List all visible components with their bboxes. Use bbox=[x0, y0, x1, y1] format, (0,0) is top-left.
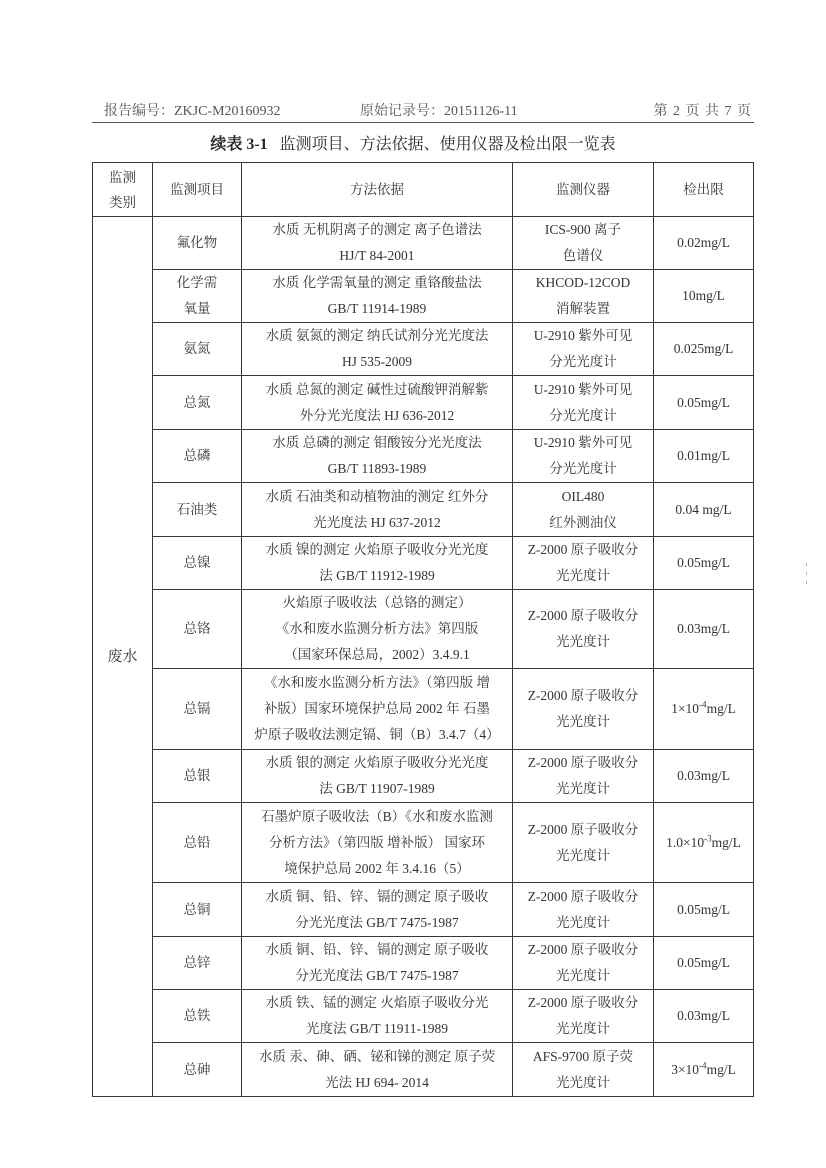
detection-limit-cell: 0.025mg/L bbox=[654, 323, 754, 376]
instrument-cell: U-2910 紫外可见 分光光度计 bbox=[513, 323, 654, 376]
table-row bbox=[93, 669, 754, 750]
table-header-row bbox=[93, 163, 754, 217]
table-row bbox=[93, 323, 754, 376]
detection-limit-cell: 0.01mg/L bbox=[654, 430, 754, 483]
method-cell: 水质 总磷的测定 钼酸铵分光光度法 GB/T 11893-1989 bbox=[242, 430, 513, 483]
item-cell: 总磷 bbox=[153, 430, 242, 483]
table-row bbox=[93, 937, 754, 990]
item-cell: 总铬 bbox=[153, 590, 242, 669]
detection-limit-cell: 0.03mg/L bbox=[654, 750, 754, 803]
detection-limit-cell: 0.05mg/L bbox=[654, 376, 754, 430]
detection-limit-cell: 0.05mg/L bbox=[654, 537, 754, 590]
detection-limit-cell: $1\times 10^{-4}mg/L$ bbox=[654, 669, 754, 750]
method-cell: 水质 石油类和动植物油的测定 红外分 光光度法 HJ 637-2012 bbox=[242, 483, 513, 537]
method-cell: 水质 化学需氧量的测定 重铬酸盐法 GB/T 11914-1989 bbox=[242, 270, 513, 323]
item-cell: 总砷 bbox=[153, 1043, 242, 1097]
page-header bbox=[104, 98, 752, 120]
instrument-cell: Z-2000 原子吸收分 光光度计 bbox=[513, 883, 654, 937]
instrument-cell: Z-2000 原子吸收分 光光度计 bbox=[513, 590, 654, 669]
item-cell: 石油类 bbox=[153, 483, 242, 537]
detection-limit-cell: 0.04 mg/L bbox=[654, 483, 754, 537]
monitoring-methods-table bbox=[92, 162, 754, 1097]
method-cell: 水质 铜、铅、锌、镉的测定 原子吸收 分光光度法 GB/T 7475-1987 bbox=[242, 937, 513, 990]
header-method: 方法依据 bbox=[242, 163, 513, 217]
method-cell: 水质 铜、铅、锌、镉的测定 原子吸收 分光光度法 GB/T 7475-1987 bbox=[242, 883, 513, 937]
header-category: 监测 类别 bbox=[93, 163, 153, 217]
table-row bbox=[93, 270, 754, 323]
item-cell: 总镍 bbox=[153, 537, 242, 590]
item-cell: 总银 bbox=[153, 750, 242, 803]
method-cell: 水质 汞、砷、硒、铋和锑的测定 原子荧 光法 HJ 694- 2014 bbox=[242, 1043, 513, 1097]
header-divider bbox=[92, 122, 754, 123]
item-cell: 氨氮 bbox=[153, 323, 242, 376]
method-cell: 水质 氨氮的测定 纳氏试剂分光光度法 HJ 535-2009 bbox=[242, 323, 513, 376]
method-cell: 水质 镍的测定 火焰原子吸收分光光度 法 GB/T 11912-1989 bbox=[242, 537, 513, 590]
instrument-cell: KHCOD-12COD 消解装置 bbox=[513, 270, 654, 323]
item-cell: 总锌 bbox=[153, 937, 242, 990]
detection-limit-cell: 0.03mg/L bbox=[654, 990, 754, 1043]
method-cell: 水质 铁、锰的测定 火焰原子吸收分光 光度法 GB/T 11911-1989 bbox=[242, 990, 513, 1043]
header-instrument: 监测仪器 bbox=[513, 163, 654, 217]
table-row bbox=[93, 590, 754, 669]
table-row bbox=[93, 803, 754, 883]
item-cell: 总铜 bbox=[153, 883, 242, 937]
record-number: 原始记录号：20151126-11 bbox=[360, 104, 518, 119]
table-row bbox=[93, 430, 754, 483]
scan-marks bbox=[806, 563, 808, 593]
table-title bbox=[0, 131, 826, 154]
method-cell: 水质 无机阴离子的测定 离子色谱法 HJ/T 84-2001 bbox=[242, 217, 513, 270]
table-row bbox=[93, 1043, 754, 1097]
item-cell: 总镉 bbox=[153, 669, 242, 750]
item-cell: 总铁 bbox=[153, 990, 242, 1043]
instrument-cell: U-2910 紫外可见 分光光度计 bbox=[513, 376, 654, 430]
table-row bbox=[93, 990, 754, 1043]
table-row bbox=[93, 483, 754, 537]
detection-limit-cell: 0.05mg/L bbox=[654, 883, 754, 937]
instrument-cell: U-2910 紫外可见 分光光度计 bbox=[513, 430, 654, 483]
detection-limit-cell: 10mg/L bbox=[654, 270, 754, 323]
method-cell: 《水和废水监测分析方法》（第四版 增 补版）国家环境保护总局 2002 年 石墨 炉原子吸收法测定镉、铜（B）3.4.7（4） bbox=[242, 669, 513, 750]
detection-limit-cell: 0.03mg/L bbox=[654, 590, 754, 669]
instrument-cell: Z-2000 原子吸收分 光光度计 bbox=[513, 937, 654, 990]
table-caption: 监测项目、方法依据、使用仪器及检出限一览表 bbox=[279, 136, 616, 153]
instrument-cell: OIL480 红外测油仪 bbox=[513, 483, 654, 537]
method-cell: 水质 银的测定 火焰原子吸收分光光度 法 GB/T 11907-1989 bbox=[242, 750, 513, 803]
table-row bbox=[93, 376, 754, 430]
detection-limit-cell: 0.02mg/L bbox=[654, 217, 754, 270]
report-number: 报告编号：ZKJC-M20160932 bbox=[104, 104, 281, 119]
page-indicator: 第 2 页 共 7 页 bbox=[653, 104, 752, 119]
instrument-cell: Z-2000 原子吸收分 光光度计 bbox=[513, 750, 654, 803]
detection-limit-cell: 0.05mg/L bbox=[654, 937, 754, 990]
instrument-cell: Z-2000 原子吸收分 光光度计 bbox=[513, 669, 654, 750]
instrument-cell: AFS-9700 原子荧 光光度计 bbox=[513, 1043, 654, 1097]
table-row bbox=[93, 537, 754, 590]
header-detection-limit: 检出限 bbox=[654, 163, 754, 217]
instrument-cell: Z-2000 原子吸收分 光光度计 bbox=[513, 990, 654, 1043]
item-cell: 化学需 氧量 bbox=[153, 270, 242, 323]
item-cell: 氟化物 bbox=[153, 217, 242, 270]
detection-limit-cell: $3\times 10^{-4}mg/L$ bbox=[654, 1043, 754, 1097]
instrument-cell: Z-2000 原子吸收分 光光度计 bbox=[513, 537, 654, 590]
table-row bbox=[93, 750, 754, 803]
method-cell: 火焰原子吸收法（总铬的测定） 《水和废水监测分析方法》第四版 （国家环保总局，2002）3.4.9.1 bbox=[242, 590, 513, 669]
table-number: 续表 3-1 bbox=[210, 136, 268, 153]
item-cell: 总氮 bbox=[153, 376, 242, 430]
method-cell: 石墨炉原子吸收法（B）《水和废水监测 分析方法》（第四版 增补版） 国家环 境保护总局 2002 年 3.4.16（5） bbox=[242, 803, 513, 883]
method-cell: 水质 总氮的测定 碱性过硫酸钾消解紫 外分光光度法 HJ 636-2012 bbox=[242, 376, 513, 430]
detection-limit-cell: $1.0\times 10^{-3}mg/L$ bbox=[654, 803, 754, 883]
instrument-cell: Z-2000 原子吸收分 光光度计 bbox=[513, 803, 654, 883]
table-row bbox=[93, 217, 754, 270]
header-item: 监测项目 bbox=[153, 163, 242, 217]
instrument-cell: ICS-900 离子 色谱仪 bbox=[513, 217, 654, 270]
table-row bbox=[93, 883, 754, 937]
category-cell: 废水 bbox=[93, 217, 153, 1097]
item-cell: 总铅 bbox=[153, 803, 242, 883]
